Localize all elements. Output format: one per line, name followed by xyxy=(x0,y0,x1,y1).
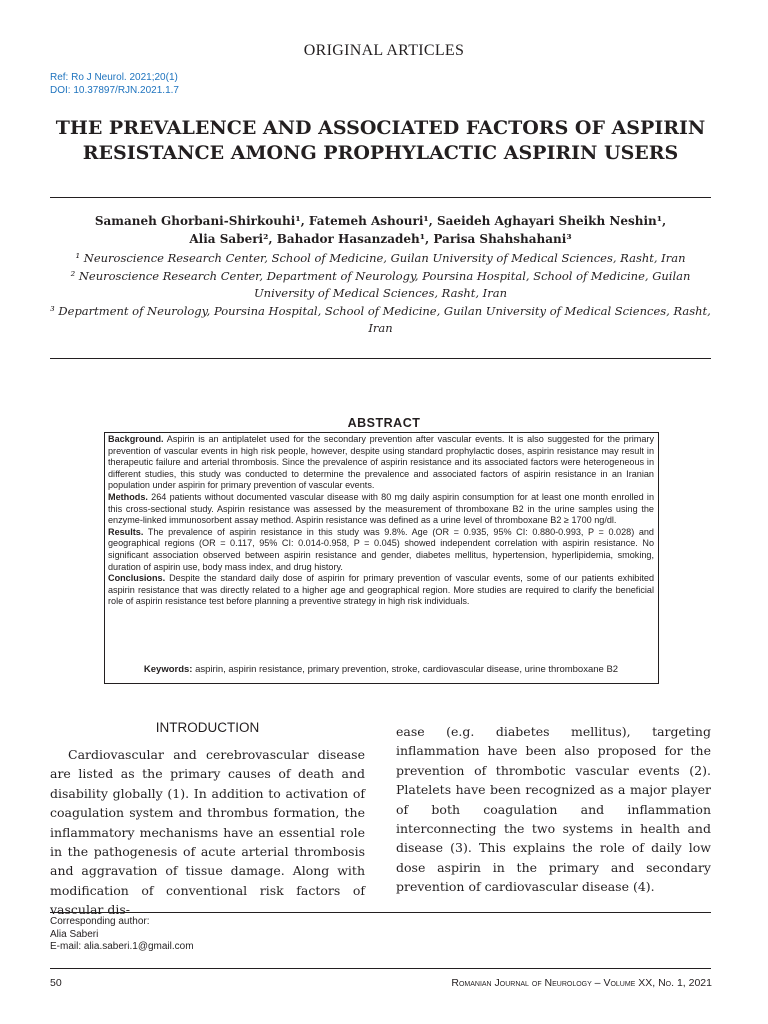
abstract-methods xyxy=(108,492,654,527)
citation-doi[interactable]: DOI: 10.37897/RJN.2021.1.7 xyxy=(50,85,179,96)
corresponding-author xyxy=(50,916,194,954)
footer-divider xyxy=(50,968,711,969)
corresponding-label: Corresponding author: xyxy=(50,916,150,927)
citation-ref: Ref: Ro J Neurol. 2021;20(1) xyxy=(50,72,178,83)
keywords-label: Keywords: xyxy=(143,664,193,675)
background-label: Background. xyxy=(108,434,164,444)
authors-line-2: Alia Saberi², Bahador Hasanzadeh¹, Parisa Shahshahani³ xyxy=(189,232,572,246)
authors-line-1: Samaneh Ghorbani-Shirkouhi¹, Fatemeh Ashouri¹, Saeideh Aghayari Sheikh Neshin¹, xyxy=(94,214,667,228)
affiliation-2: ² Neuroscience Research Center, Department of Neurology, Poursina Hospital, School of Medicine, Guilan University of Medical Sciences, Rasht, Iran xyxy=(70,268,691,300)
keywords xyxy=(108,664,654,676)
abstract-conclusions xyxy=(108,573,654,608)
affiliations xyxy=(50,250,711,338)
affiliation-divider xyxy=(50,358,711,359)
author-list xyxy=(50,212,711,248)
footnote-divider xyxy=(50,912,711,913)
abstract-heading: ABSTRACT xyxy=(347,416,421,430)
affiliation-3: ³ Department of Neurology, Poursina Hospital, School of Medicine, Guilan University of Medical Sciences, Rasht, Iran xyxy=(50,303,711,335)
abstract-body xyxy=(108,434,654,608)
methods-label: Methods. xyxy=(108,491,148,502)
conclusions-text: Despite the standard daily dose of aspirin for primary prevention of vascular events, some of our patients exhibited aspirin resistance that was directly related to a higher age and geographical region. More studies are required to clarify the beneficial role of aspirin resistance test before planning a preventive strategy in high risk individuals. xyxy=(108,573,654,607)
page-number: 50 xyxy=(50,977,62,989)
article-title: THE PREVALENCE AND ASSOCIATED FACTORS OF ASPIRIN RESISTANCE AMONG PROPHYLACTIC ASPIRIN USERS xyxy=(55,117,706,164)
introduction-left-column: Cardiovascular and cerebrovascular disease are listed as the primary causes of death and disability globally (1). In addition to activation of coagulation system and thrombus formation, the inflammatory mechanisms have an essential role in the pathogenesis of acute arterial thrombosis and aggravation of tissue damage. Along with modification of conventional risk factors of vascular dis- xyxy=(50,747,365,918)
citation-block xyxy=(50,71,179,97)
keywords-text: aspirin, aspirin resistance, primary prevention, stroke, cardiovascular disease, urine thromboxane B2 xyxy=(192,664,619,675)
title-divider xyxy=(50,197,711,198)
affiliation-1: ¹ Neuroscience Research Center, School of Medicine, Guilan University of Medical Sciences, Rasht, Iran xyxy=(75,251,686,265)
results-text: The prevalence of aspirin resistance in this study was 9.8%. Age (OR = 0.935, 95% CI: 0.880-0.993, P = 0.028) and geographical regions (OR = 0.117, 95% CI: 0.014-0.958, P = 0.045) showed independent correlation with aspirin resistance. No significant association observed between aspirin resistance and gender, diabetes mellitus, hypertension, hyperlipidemia, smoking, duration of aspirin use, body mass index, and drug history. xyxy=(108,526,654,572)
conclusions-label: Conclusions. xyxy=(108,573,166,584)
journal-footer: Romanian Journal of Neurology – Volume XX, No. 1, 2021 xyxy=(451,977,712,989)
introduction-right-column: ease (e.g. diabetes mellitus), targeting inflammation have been also proposed for the prevention of thrombotic vascular events (2). Platelets have been recognized as a major player of both coagulation and inflammation interconnecting the two systems in health and disease (3). This explains the role of daily low dose aspirin in the primary and secondary prevention of cardiovascular disease (4). xyxy=(396,724,711,895)
corresponding-name: Alia Saberi xyxy=(50,928,99,940)
abstract-background xyxy=(108,434,654,492)
methods-text: 264 patients without documented vascular disease with 80 mg daily aspirin consumption for at least one month enrolled in this cross-sectional study. Aspirin resistance was assessed by the measurement of thromboxane B2 in the urine samples using the enzyme-linked immunosorbent assay method. Aspirin resistance was defined as a urine level of thromboxane B2 ≥ 1700 ng/dl. xyxy=(108,491,654,526)
abstract-results xyxy=(108,527,654,573)
section-heading: ORIGINAL ARTICLES xyxy=(303,42,465,59)
results-label: Results. xyxy=(108,526,144,537)
background-text: Aspirin is an antiplatelet used for the secondary prevention after vascular events. It is also suggested for the primary prevention of vascular events in high risk people, however, despite using standard prophylactic doses, aspirin resistance may result in therapeutic failure and arterial thrombosis. Since the prevalence of aspirin resistance and its associated factors were heterogeneous in different studies, this study was conducted to determine the prevalence and associated factors of aspirin resistance in an Iranian population under aspirin for primary prevention of vascular events. xyxy=(108,434,654,491)
introduction-heading: INTRODUCTION xyxy=(155,720,260,735)
corresponding-email[interactable]: E-mail: alia.saberi.1@gmail.com xyxy=(50,941,194,952)
